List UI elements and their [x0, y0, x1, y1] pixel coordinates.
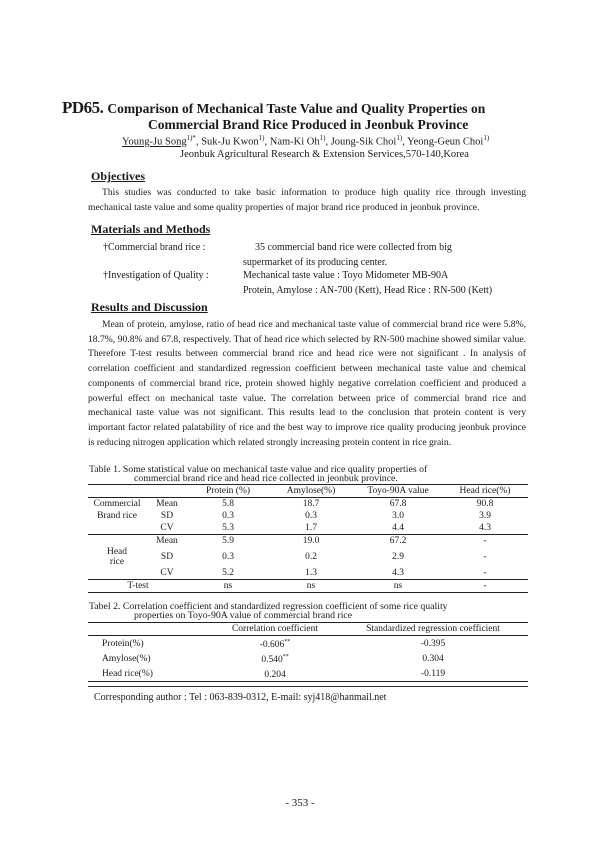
table1-cell: - [483, 568, 487, 578]
table2-reg-cell: 0.304 [422, 653, 444, 664]
table-row [88, 636, 528, 652]
table-row [88, 580, 528, 593]
materials-item1-line1: 35 commercial band rice were collected from big [255, 242, 452, 253]
table2-corr-value: 0.204 [264, 670, 286, 681]
table2-header: Correlation coefficient [231, 624, 319, 634]
table1-cell: 4.3 [479, 523, 491, 533]
table2-grid [88, 622, 528, 682]
table1-cell: 19.0 [302, 536, 320, 546]
table1-header: Amylose(%) [286, 486, 336, 496]
table1-cell: 5.2 [222, 568, 234, 578]
significance-mark: ** [282, 654, 289, 661]
significance-mark: ** [284, 639, 291, 645]
materials-heading: Materials and Methods [91, 222, 211, 236]
table1-cell: 4.3 [392, 568, 404, 578]
table1-caption-line2: commercial brand rice and head rice collected in jeonbuk province. [134, 473, 398, 484]
table1-cell: 1.7 [305, 523, 317, 533]
table2-corr-cell [212, 636, 338, 652]
table1-cell: 3.9 [479, 511, 491, 521]
table-row [88, 651, 528, 666]
table1 [88, 484, 528, 593]
table1-cell: 0.3 [305, 511, 317, 521]
table1-grid [88, 484, 528, 593]
table-row [88, 522, 528, 535]
table1-cell: ns [393, 581, 403, 591]
table1-group-label [88, 547, 146, 567]
author-name: Yeong-Geun Choi [407, 136, 484, 148]
title-line-1: Comparison of Mechanical Taste Value and Quality Properties on [107, 101, 486, 116]
table1-cell: ns [223, 581, 233, 591]
table2-corr-cell [212, 666, 338, 682]
author-name: Nam-Ki Oh [269, 136, 320, 148]
page-number: - 353 - [285, 797, 315, 809]
author-name: Joung-Sik Choi [330, 136, 397, 148]
table-row [88, 567, 528, 580]
table1-stat: Mean [156, 499, 178, 509]
table1-cell: 1.3 [305, 568, 317, 578]
abstract-code: PD65. [62, 98, 104, 117]
table2-reg-cell: -0.119 [420, 668, 446, 679]
table1-stat: SD [160, 511, 174, 521]
footnote-divider [88, 686, 528, 687]
title-line-2: Commercial Brand Rice Produced in Jeonbuk Province [148, 117, 469, 132]
table-row [88, 510, 528, 522]
author-sup: 1) [483, 134, 490, 142]
table2-row-label: Protein(%) [102, 638, 144, 649]
table-row [88, 547, 528, 567]
table1-cell: - [483, 581, 487, 591]
table1-cell: 3.0 [392, 511, 404, 521]
table1-group-label-line: Head [106, 547, 128, 557]
table2-header-row [88, 623, 528, 636]
materials-item2-line1: Mechanical taste value : Toyo Midometer MB-90A [243, 270, 449, 281]
table1-group-label-line: rice [109, 557, 125, 567]
objectives-heading: Objectives [91, 169, 145, 183]
table1-cell: 2.9 [392, 552, 404, 562]
table2-corr-value: -0.606 [259, 640, 285, 651]
results-text: Mean of protein, amylose, ratio of head rice and mechanical taste value of commercial brand rice were 5.8%, 18.7%, 90.8% and 67.8, respectively. That of head rice which selected by RN-500 machine showed similar value. Therefore T-test results between commercial brand rice and head rice were not significant . In analysis of correlation coefficient and standardized regression coefficient between mechanical taste value and chemical components of commercial brand rice, protein showed highly negative correlation coefficient and produced a powerful effect on mechanical taste value. The correlation between price of commercial brand rice and mechanical taste value was not significant. This results lead to the conclusion that protein content is very important factor related palatability of rice and the best way to improve rice quality producing jeonbuk province is reducing nitrogen application which related strongly increasing protein content in rice grain. [88, 319, 526, 448]
table1-ttest-label: T-test [127, 581, 149, 591]
author-name: Suk-Ju Kwon [201, 136, 259, 148]
table-row [88, 535, 528, 548]
author-name: Young-Ju Song [122, 136, 187, 148]
table1-cell: 0.3 [222, 552, 234, 562]
materials-item2-line2: Protein, Amylose : AN-700 (Kett), Head Rice : RN-500 (Kett) [243, 285, 493, 296]
table1-group-label: Brand rice [97, 511, 137, 521]
table1-cell: 90.8 [476, 499, 494, 509]
author-sup: 1)* [186, 134, 196, 142]
table1-cell: 67.2 [389, 536, 407, 546]
materials-item1-label: †Commercial brand rice : [103, 242, 206, 253]
table2-corr-value: 0.540 [261, 655, 283, 666]
author-sup: 1) [396, 134, 403, 142]
table1-header: Head rice(%) [459, 486, 511, 496]
table1-cell: - [483, 552, 487, 562]
table-row [88, 666, 528, 682]
table1-cell: ns [306, 581, 316, 591]
table1-cell: 5.3 [222, 523, 234, 533]
table1-stat: Mean [156, 536, 178, 546]
objectives-text: This studies was conducted to take basic information to produce high quality rice through investing mechanical taste value and some quality properties of major brand rice produced in jeonbuk province. [88, 187, 526, 213]
table1-stat: CV [160, 523, 174, 533]
table1-header-row [88, 485, 528, 498]
table2-caption-line2: properties on Toyo-90A value of commercial brand rice [134, 610, 353, 621]
table1-cell: 4.4 [392, 523, 404, 533]
table2 [88, 622, 528, 682]
table1-caption-line1: Table 1. Some statistical value on mechanical taste value and rice quality properties of [89, 464, 428, 475]
table1-cell: 67.8 [389, 499, 407, 509]
paper-title [62, 98, 582, 118]
table2-row-label: Head rice(%) [102, 668, 153, 679]
affiliation: Jeonbuk Agricultural Research & Extension Services,570-140,Korea [180, 149, 469, 160]
materials-item1-line2: supermarket of its producing center. [243, 257, 388, 268]
corresponding-author: Corresponding author : Tel : 063-839-0312, E-mail: syj418@hanmail.net [94, 692, 387, 703]
table1-cell: 0.2 [305, 552, 317, 562]
author-list: Young-Ju Song$^{1)*}$, Suk-Ju Kwon$^{1)}$, Nam-Ki Oh$^{1)}$, Joung-Sik Choi$^{1)}$, Yeong-Geun Choi$^{1)}$ [122, 134, 490, 148]
table2-header: Standardized regression coefficient [366, 624, 500, 634]
table1-header: Protein (%) [205, 486, 251, 496]
table2-row-label: Amylose(%) [102, 653, 151, 664]
table1-cell: 18.7 [302, 499, 320, 509]
table1-header: Toyo-90A value [367, 486, 429, 496]
author-sup: 1) [319, 134, 326, 142]
table1-cell: - [483, 536, 487, 546]
table1-stat: SD [160, 552, 174, 562]
table-row [88, 498, 528, 511]
results-heading: Results and Discussion [91, 300, 208, 314]
table1-group-label: Commercial [93, 499, 141, 509]
table1-stat: CV [160, 568, 174, 578]
table2-corr-cell [212, 651, 338, 666]
materials-item2-label: †Investigation of Quality : [103, 270, 209, 281]
table2-reg-cell: -0.395 [420, 638, 446, 649]
table1-cell: 5.8 [222, 499, 234, 509]
table2-caption-line1: Tabel 2. Correlation coefficient and standardized regression coefficient of some rice quality [89, 601, 448, 612]
table1-cell: 5.9 [222, 536, 234, 546]
author-sup: 1) [258, 134, 265, 142]
table1-cell: 0.3 [222, 511, 234, 521]
